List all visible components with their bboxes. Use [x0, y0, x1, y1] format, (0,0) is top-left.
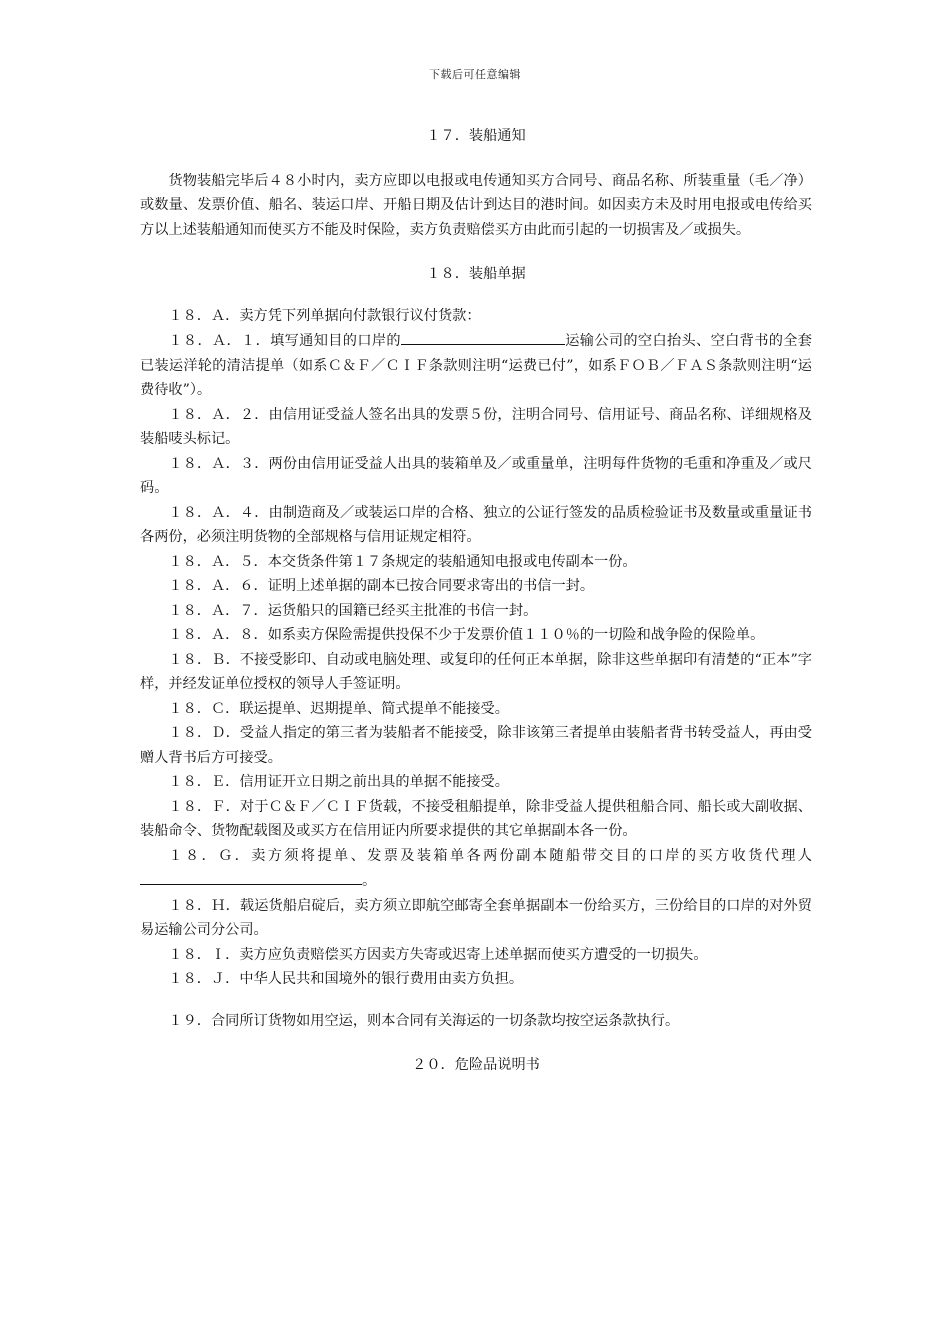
page-header: 下载后可任意编辑	[429, 68, 521, 81]
clause-18a4: １８．Ａ．４．由制造商及／或装运口岸的合格、独立的公证行签发的品质检验证书及数量或重量证书各两份，必须注明货物的全部规格与信用证规定相符。	[140, 504, 812, 545]
clause-18a8: １８．Ａ．８．如系卖方保险需提供投保不少于发票价值１１０％的一切险和战争险的保险单。	[168, 627, 765, 643]
clause-18a: １８．Ａ．卖方凭下列单据向付款银行议付货款：	[168, 307, 481, 324]
clause-18a1-lead: １８．Ａ．１．填写通知目的口岸的	[168, 333, 401, 349]
clause-18g-end: 。	[362, 873, 377, 889]
agent-blank-line	[140, 868, 362, 885]
section-17-title: １７．装船通知	[426, 128, 526, 144]
clause-18d: １８．Ｄ．受益人指定的第三者为装船者不能接受，除非该第三者提单由装船者背书转受益人，再由受赠人背书后方可接受。	[140, 725, 812, 766]
section-20-title: ２０．危险品说明书	[412, 1057, 540, 1073]
clause-18c: １８．Ｃ．联运提单、迟期提单、简式提单不能接受。	[168, 700, 509, 717]
port-blank-line	[401, 328, 565, 345]
clause-18f: １８．Ｆ．对于Ｃ＆Ｆ／ＣＩＦ货载，不接受租船提单，除非受益人提供租船合同、船长或大副收据、装船命令、货物配载图及或买方在信用证内所要求提供的其它单据副本各一份。	[140, 798, 812, 839]
clause-18a5: １８．Ａ．５．本交货条件第１７条规定的装船通知电报或电传副本一份。	[168, 553, 637, 570]
clause-18g-lead: １８．Ｇ．卖方须将提单、发票及装箱单各两份副本随船带交目的口岸的买方收货代理人	[168, 847, 812, 864]
clause-18e: １８．Ｅ．信用证开立日期之前出具的单据不能接受。	[168, 774, 509, 790]
clause-18i: １８．Ｉ．卖方应负责赔偿买方因卖方失寄或迟寄上述单据而使买方遭受的一切损失。	[168, 946, 708, 963]
section-17-body: 货物装船完毕后４８小时内，卖方应即以电报或电传通知买方合同号、商品名称、所装重量（毛／净）或数量、发票价值、船名、装运口岸、开船日期及估计到达目的港时间。如因卖方未及时用电报或电传给买方以上述装船通知而使买方不能及时保险，卖方负责赔偿买方由此而引起的一切损害及／或损失。	[140, 172, 812, 238]
clause-18a1	[140, 328, 812, 403]
clause-18a7: １８．Ａ．７．运货船只的国籍已经买主批准的书信一封。	[168, 602, 538, 619]
clause-18a2: １８．Ａ．２．由信用证受益人签名出具的发票５份，注明合同号、信用证号、商品名称、详细规格及装船唛头标记。	[140, 406, 812, 447]
clause-18a3: １８．Ａ．３．两份由信用证受益人出具的装箱单及／或重量单，注明每件货物的毛重和净重及／或尺码。	[140, 455, 812, 496]
document-body	[140, 124, 812, 1078]
section-19-body: １９．合同所订货物如用空运，则本合同有关海运的一切条款均按空运条款执行。	[168, 1012, 680, 1029]
clause-18h: １８．Ｈ．载运货船启碇后，卖方须立即航空邮寄全套单据副本一份给买方，三份给目的口岸的对外贸易运输公司分公司。	[140, 897, 812, 938]
clause-18j: １８．Ｊ．中华人民共和国境外的银行费用由卖方负担。	[168, 971, 524, 987]
section-18-title: １８．装船单据	[426, 266, 526, 282]
clause-18g	[140, 844, 812, 894]
clause-18a6: １８．Ａ．６．证明上述单据的副本已按合同要求寄出的书信一封。	[168, 578, 595, 594]
clause-18a1-rest: 运输公司的空白抬头、空白背书的全套已装运洋轮的清洁提单（如系Ｃ＆Ｆ／ＣＩＦ条款则注明“运费已付”，如系ＦＯＢ／ＦＡＳ条款则注明“运费待收”）。	[140, 333, 812, 398]
clause-18b: １８．Ｂ．不接受影印、自动或电脑处理、或复印的任何正本单据，除非这些单据印有清楚的“正本”字样，并经发证单位授权的领导人手签证明。	[140, 651, 812, 692]
